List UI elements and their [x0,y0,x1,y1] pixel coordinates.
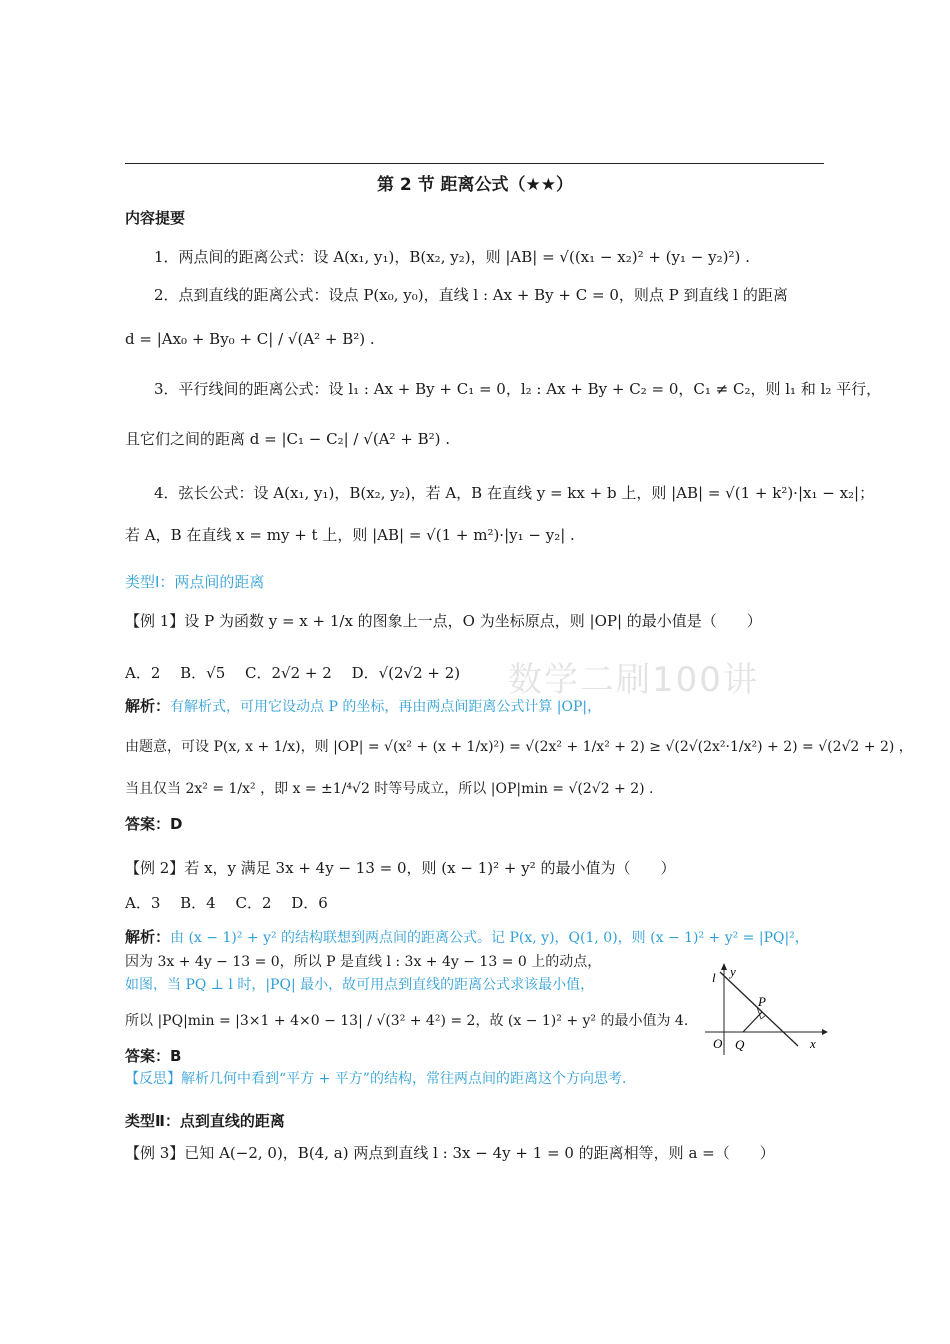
example2-figure [700,960,830,1060]
formula-point-line: d = |Ax₀ + By₀ + C| / √(A² + B²) . [125,330,375,348]
analysis-hint: 由 (x − 1)² + y² 的结构联想到两点间的距离公式。记 P(x, y)，Q(1, 0)，则 (x − 1)² + y² = |PQ|²， [170,930,809,946]
type2-heading: 类型Ⅱ：点到直线的距离 [125,1112,285,1130]
label-q: Q [735,1037,745,1052]
example1-options: A．2 B．√5 C．2√2 + 2 D．√(2√2 + 2) [125,664,461,682]
example2-reflection [125,1068,626,1088]
analysis-hint: 有解析式，可用它设动点 P 的坐标，再由两点间距离公式计算 |OP|， [170,699,602,715]
example2-line4: 所以 |PQ|min = |3×1 + 4×0 − 13| / √(3² + 4²) = 2，故 (x − 1)² + y² 的最小值为 4. [125,1013,689,1029]
type1-heading: 类型Ⅰ：两点间的距离 [125,573,265,591]
formula-chord-intro: 4．弦长公式：设 A(x₁, y₁)，B(x₂, y₂)，若 A，B 在直线 y = kx + b 上，则 |AB| = √(1 + k²)·|x₁ − x₂|； [154,484,875,502]
label-l: l [712,970,716,985]
label-p: P [758,994,766,1009]
example2-options: A．3 B．4 C．2 D．6 [125,894,328,912]
label-x: x [810,1036,816,1051]
content-heading: 内容提要 [125,209,186,227]
line-l [720,972,798,1046]
example1-question: 【例 1】设 P 为函数 y = x + 1/x 的图象上一点，O 为坐标原点，则 |OP| 的最小值是（ ） [125,612,762,630]
analysis-label: 解析： [125,928,171,946]
reflection-text: 解析几何中看到“平方 + 平方”的结构，常往两点间的距离这个方向思考. [181,1071,627,1087]
analysis-label: 解析： [125,697,171,715]
watermark: 数学二刷100讲 [508,660,759,700]
formula-point-line-intro: 2．点到直线的距离公式：设点 P(x₀, y₀)，直线 l : Ax + By + C = 0，则点 P 到直线 l 的距离 [154,286,788,304]
example2-answer: 答案：B [125,1047,182,1065]
top-rule [125,163,824,164]
formula-chord: 若 A，B 在直线 x = my + t 上，则 |AB| = √(1 + m²)·|y₁ − y₂| . [125,526,575,544]
y-axis-arrow [721,963,727,970]
example1-analysis [125,695,601,716]
example2-analysis [125,926,809,947]
section-title: 第 2 节 距离公式（★★） [376,175,574,195]
formula-two-points: 1．两点间的距离公式：设 A(x₁, y₁)，B(x₂, y₂)，则 |AB| = √((x₁ − x₂)² + (y₁ − y₂)²) . [154,248,750,266]
example1-derivation: 由题意，可设 P(x, x + 1/x)，则 |OP| = √(x² + (x + 1/x)²) = √(2x² + 1/x² + 2) ≥ √(2√(2x²·1/x²) + 2) = √(2√2 + 2) ， [125,739,913,755]
formula-parallel-intro: 3．平行线间的距离公式：设 l₁ : Ax + By + C₁ = 0，l₂ : Ax + By + C₂ = 0，C₁ ≠ C₂，则 l₁ 和 l₂ 平行， [154,380,882,398]
example1-equality: 当且仅当 2x² = 1/x² ，即 x = ±1/⁴√2 时等号成立，所以 |OP|min = √(2√2 + 2) . [125,781,654,797]
example2-question: 【例 2】若 x，y 满足 3x + 4y − 13 = 0，则 (x − 1)² + y² 的最小值为（ ） [125,859,676,877]
segment-pq [743,1012,762,1032]
example1-answer: 答案：D [125,815,183,833]
example3-question: 【例 3】已知 A(−2, 0)，B(4, a) 两点到直线 l : 3x − 4y + 1 = 0 的距离相等，则 a =（ ） [125,1144,775,1162]
formula-parallel: 且它们之间的距离 d = |C₁ − C₂| / √(A² + B²) . [125,430,451,448]
label-o: O [713,1036,723,1051]
x-axis-arrow [822,1029,828,1035]
example2-line2: 因为 3x + 4y − 13 = 0，所以 P 是直线 l : 3x + 4y − 13 = 0 上的动点， [125,954,602,970]
reflection-label: 【反思】 [125,1071,181,1087]
example2-line3: 如图，当 PQ ⊥ l 时，|PQ| 最小，故可用点到直线的距离公式求该最小值， [125,977,595,993]
label-y: y [730,964,736,979]
